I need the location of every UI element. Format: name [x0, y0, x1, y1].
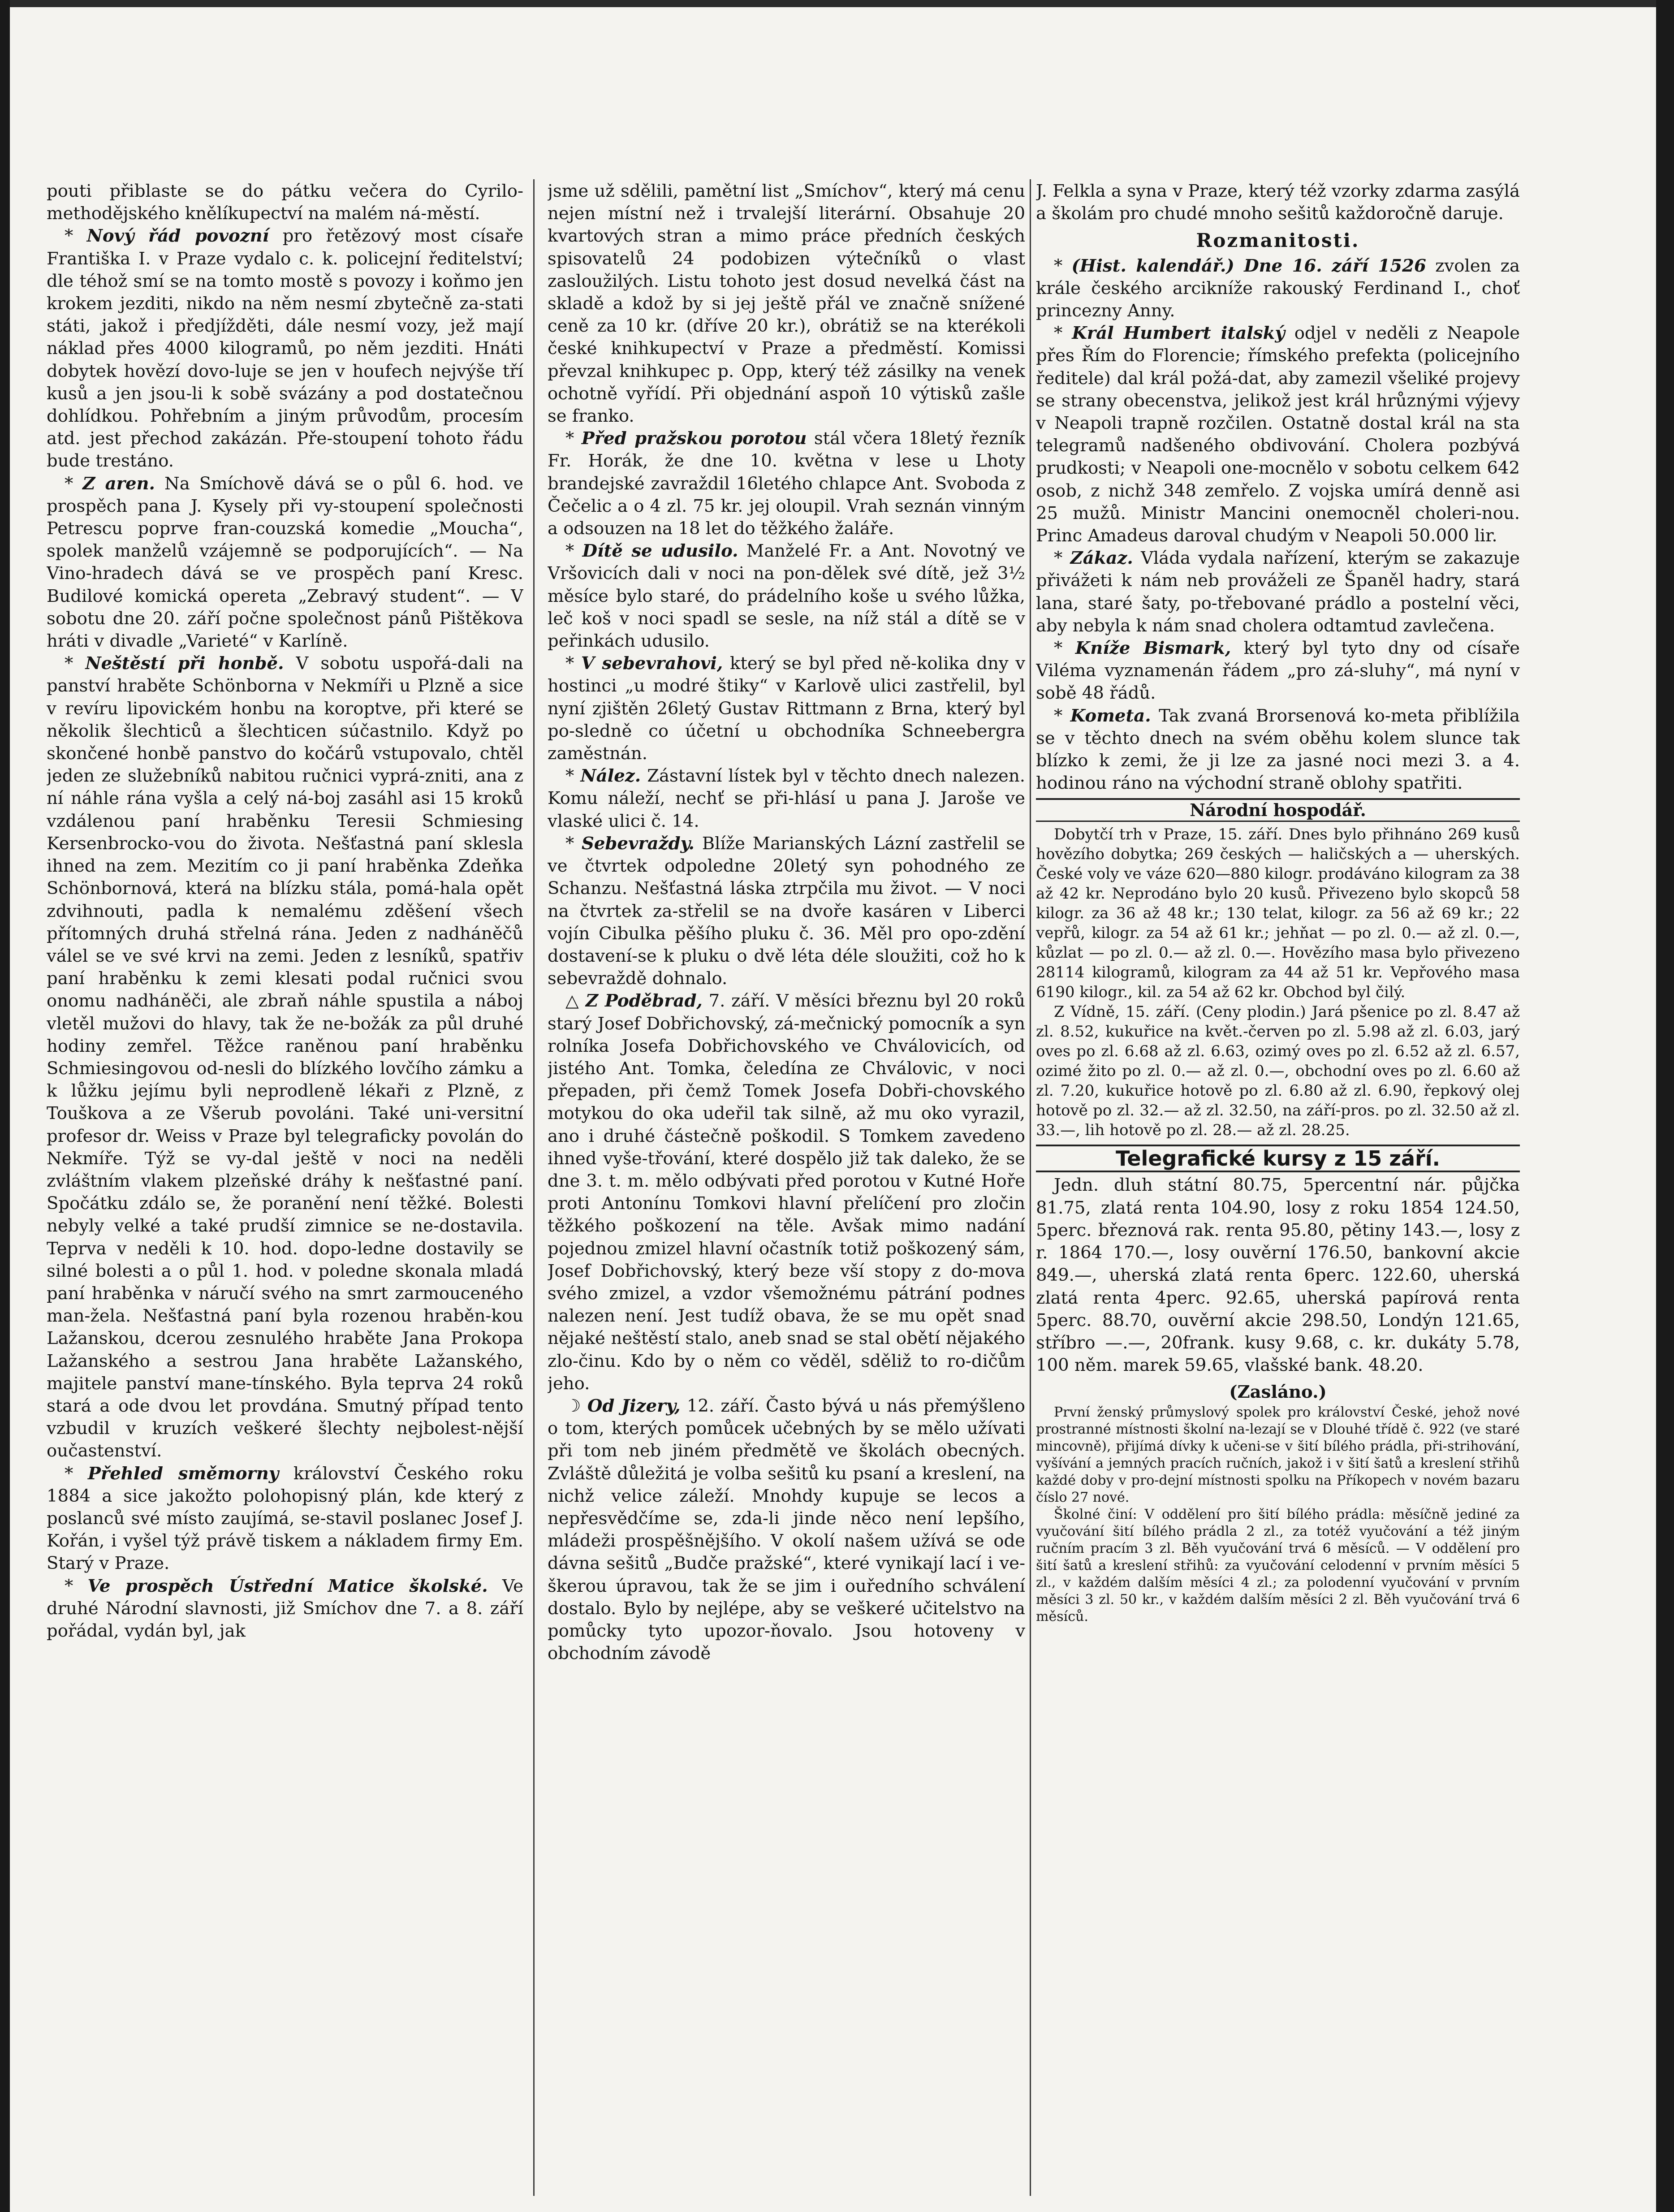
article-heading: Před pražskou porotou: [581, 428, 807, 449]
article-bismark: * Kníže Bismark, který byl tyto dny od císaře Viléma vyznamenán řádem „pro zá-sluhy“, má nyní v sobě 48 řádů.: [1036, 638, 1520, 704]
article-od-jizery: [548, 1395, 1025, 1665]
article-heading: Král Humbert italský: [1072, 323, 1285, 344]
market-report-praha: Dobytčí trh v Praze, 15. září. Dnes bylo přihnáno 269 kusů hovězího dobytka; 269 českých — haličských a — uherských. České voly ve váze 620—880 kilogr. prodáváno kilogram za 38 až 42 kr. Neprodáno bylo 20 kusů. Přivezeno bylo skopců 58 kilogr. za 36 až 48 kr.; 130 telat, kilogr. za 56 až 69 kr.; 22 vepřů, kilogr. za 54 až 61 kr.; jehňat — po zl. 0.— až zl. 0.—, kůzlat — po zl. 0.— až zl. 0.—. Hovězího masa bylo přivezeno 28114 kilogramů, kilogram za 44 až 51 kr. Vepřového masa 6190 kilogr., kil. za 54 až 62 kr. Obchod byl čilý.: [1036, 825, 1520, 1002]
article-continuation: pouti přiblaste se do pátku večera do Cyrilo-methodějského knělíkupectví na malém ná-městí.: [47, 181, 523, 224]
article-body: stál včera 18letý řezník Fr. Horák, že dne 10. května v lese u Lhoty brandejské zavraždil 16letého chlapce Ant. Svoboda z Čečelic a o 4 zl. 75 kr. jej oloupil. Vrah seznán vinným a odsouzen na 18 let do těžkého žaláře.: [548, 428, 1025, 539]
column-1: [47, 180, 523, 2197]
article-nestesti-pri-honbe: * Neštěstí při honbě. V sobotu uspořá-dali na panství hraběte Schönborna v Nekmíři u Plzně a sice v revíru lipovickém honbu na koroptve, při které se několik šlechticů a šlechticen súčastnilo. Když po skončené honbě panstvo do kočárů vstupovalo, chtěl jeden ze služebníků nabitou ručnici vyprá-zniti, ana z ní náhle rána vyšla a celý ná-boj zasáhl asi 15 kroků vzdálenou paní hraběnku Teresii Schmiesing Kersenbrocko-vou do života. Nešťastná paní sklesla ihned na zem. Mezitím co ji paní hraběnka Zdeňka Schönbornová, která na blízku stála, pomá-hala opět zdvihnouti, padla k nemalému zděšení všech přítomných druhá střelná rána. Jeden z nadháněčů válel se ve své krvi na zemi. Jeden z lesníků, spatřiv paní hraběnku k zemi klesati podal ručnici svou onomu nadháněči, ale zbraň náhle spustila a náboj vletěl mužovi do hlavy, tak že ne-božák za půl druhé hodiny zemřel. Těžce raněnou paní hraběnku Schmiesingovou od-nesli do blízkého lovčího zámku a k lůžku jejímu byli neprodleně lékaři z Plzně, z Touškova a ze Všerub povoláni. Také uni-versitní profesor dr. Weiss v Praze byl telegraficky povolán do Nekmíře. Týž se vy-dal ještě v noci na neděli zvláštním vlakem plzeňské dráhy k nešťastné paní. Spočátku zdálo se, že poranění není těžké. Bolesti nebyly velké a také prudší zimnice se ne-dostavila. Teprva v neděli k 10. hod. dopo-ledne dostavily se silné bolesti a o půl 1. hod. v poledne skonala mladá paní hraběnka v náručí svého na smrt zarmouceného man-žela. Nešťastná paní byla rozenou hraběn-kou Lažanskou, dcerou zesnulého hraběte Jana Prokopa Lažanského a sestrou Jana hraběte Lažanského, majitele panství mane-tínského. Byla teprva 24 roků stará a ode dvou let provdána. Smutný případ tento vzbudil v kruzích veškeré šlechty nejbolest-nější oučastenství.: [47, 653, 523, 1461]
article-kral-humbert: * Král Humbert italský odjel v neděli z Neapole přes Řím do Florencie; římského prefekta (policejního ředitele) dal král požá-dat, aby zamezil všeliké projevy se strany obecenstva, jelikož jest král hrůznými výjevy v Neapoli trapně rozčilen. Ostatně dostal král na sta telegramů nadšeného obdivování. Cholera pozbývá prudkosti; v Neapoli one-mocnělo v sobotu celkem 642 osob, z nichž 348 zemřelo. Z vojska umírá denně asi 25 mužů. Ministr Mancini onemocněl choleri-nou. Princ Amadeus daroval chudým v Neapoli 50.000 lir.: [1036, 323, 1520, 546]
article-body: Blíže Marianských Lázní zastřelil se ve čtvrtek odpoledne 20letý syn pohodného ze Schanzu. Nešťastná láska ztrpčila mu život. — V noci na čtvrtek za-střelil se na dvoře kasáren v Liberci vojín Cibulka pěšího pluku č. 36. Měl pro opo-zdění dostavení-se k pluku o dvě léta déle sloužiti, což ho k sebevraždě dohnalo.: [548, 833, 1025, 989]
article-z-aren: * Z aren. Na Smíchově dává se o půl 6. hod. ve prospěch pana J. Kysely při vy-stoupení společnosti Petrescu poprve fran-couzská komedie „Moucha“, spolek manželů vzájemně se podporujících“. — Na Vino-hradech dává se ve prospěch paní Kresc. Budilové komická opereta „Zebravý student“. — V sobotu dne 20. září počne společnost pánů Pištěkova hráti v divadle „Varieté“ v Karlíně.: [47, 473, 523, 652]
article-body: království Českého roku 1884 a sice jakožto polohopisný plán, kde který z poslanců své místo zaujímá, se-stavil poslanec Josef J. Kořán, i vyšel týž právě tiskem a nákladem firmy Em. Starý v Praze.: [47, 1463, 523, 1574]
market-report-viden: Z Vídně, 15. září. (Ceny plodin.) Jará pšenice po zl. 8.47 až zl. 8.52, kukuřice na květ.-červen po zl. 5.98 až zl. 6.03, jarý oves po zl. 6.68 až zl. 6.63, ozimý oves po zl. 6.52 až zl. 6.57, ozimé žito po zl. 0.— až zl. 0.—, obchodní oves po zl. 6.60 až zl. 7.20, kukuřice hotově po zl. 6.80 až zl. 6.90, řepkový olej hotově po zl. 32.— až zl. 32.50, na září-pros. po zl. 32.50 až zl. 33.—, lih hotově po zl. 28.— až zl. 28.25.: [1036, 1003, 1520, 1140]
column-rule-2: [1030, 179, 1031, 2196]
exchange-rates: Jedn. dluh státní 80.75, 5percentní nár. půjčka 81.75, zlatá renta 104.90, losy z roku 1854 124.50, 5perc. březnová rak. renta 95.80, pětiny 143.—, losy z r. 1864 170.—, losy ouvěrní 176.50, bankovní akcie 849.—, uherská zlatá renta 6perc. 122.60, uherská zlatá renta 4perc. 92.65, uherská papírová renta 5perc. 88.70, ouvěrní akcie 298.50, Londýn 121.65, stříbro —.—, 20frank. kusy 9.68, c. kr. dukáty 5.78, 100 něm. marek 59.65, vlašské bank. 48.20.: [1036, 1175, 1520, 1376]
article-continuation: J. Felkla a syna v Praze, který též vzorky zdarma zasýlá a školám pro chudé mnoho sešitů každoročně daruje.: [1036, 181, 1520, 224]
article-body: pro řetězový most císaře Františka I. v Praze vydalo c. k. policejní ředitelství; dle téhož smí se na tomto mostě s povozy i koňmo jen krokem jezditi, nikdo na něm nesmí zbytečně za-stati státi, jakož i předjížděti, dále nesmí vozy, jež mají náklad přes 4000 kilogramů, po něm jezditi. Hnáti dobytek hovězí dovo-luje se jen v houfech nejvýše tří kusů a jen jsou-li k sobě svázány a pod dostatečnou dohlídkou. Pohřebním a jiným průvodům, procesím atd. jest přechod zakázán. Pře-stoupení tohoto řádu bude trestáno.: [47, 226, 523, 471]
article-body: zvolen za krále českého arcikníže rakouský Ferdinand I., choť princezny Anny.: [1036, 255, 1520, 321]
article-body: V sobotu uspořá-dali na panství hraběte Schönborna v Nekmíři u Plzně a sice v revíru lipovickém honbu na koroptve, při které se několik šlechticů a šlechticen súčastnilo. Když po skončené honbě panstvo do kočárů vstupovalo, chtěl jeden ze služebníků nabitou ručnici vyprá-zniti, ana z ní náhle rána vyšla a celý ná-boj zasáhl asi 15 kroků vzdálenou paní hraběnku Teresii Schmiesing Kersenbrocko-vou do života. Nešťastná paní sklesla ihned na zem. Mezitím co ji paní hraběnka Zdeňka Schönbornová, která na blízku stála, pomá-hala opět zdvihnouti, padla k nemalému zděšení všech přítomných druhá střelná rána. Jeden z nadháněčů válel se ve své krvi na zemi. Jeden z lesníků, spatřiv paní hraběnku k zemi klesati podal ručnici svou onomu nadháněči, ale zbraň náhle spustila a náboj vletěl mužovi do hlavy, tak že ne-božák za půl druhé hodiny zemřel. Těžce raněnou paní hraběnku Schmiesingovou od-nesli do blízkého lovčího zámku a k lůžku jejímu byli neprodleně lékaři z Plzně, z Touškova a ze Všerub povoláni. Také uni-versitní profesor dr. Weiss v Praze byl telegraficky povolán do Nekmíře. Týž se vy-dal ještě v noci na neděli zvláštním vlakem plzeňské dráhy k nešťastné paní. Spočátku zdálo se, že poranění není těžké. Bolesti nebyly velké a také prudší zimnice se ne-dostavila. Teprva v neděli k 10. hod. dopo-ledne dostavily se silné bolesti a o půl 1. hod. v poledne skonala mladá paní hraběnka v náručí svého na smrt zarmouceného man-žela. Nešťastná paní byla rozenou hraběn-kou Lažanskou, dcerou zesnulého hraběte Jana Prokopa Lažanského a sestrou Jana hraběte Lažanského, majitele panství mane-tínského. Byla teprva 24 roků stará a ode dvou let provdána. Smutný případ tento vzbudil v kruzích veškeré šlechty nejbolest-nější oučastenství.: [47, 653, 523, 1461]
article-body: Tak zvaná Brorsenová ko-meta přiblížila se v těchto dnech na svém oběhu kolem slunce tak blízko k zemi, že ji lze za jasné noci mezi 3. a 4. hodinou ráno na východní straně oblohy spatřiti.: [1036, 705, 1520, 794]
article-z-podebrad: [548, 990, 1025, 1395]
column-rule-1: [533, 179, 535, 2196]
notice-skolne: Školné činí: V oddělení pro šití bílého prádla: měsíčně jediné za vyučování šití bílého prádla 2 zl., za totéž vyučování a též jiným ručním pracím 3 zl. Běh vyučování trvá 6 měsíců. — V oddělení pro šití šatů a kreslení střihů: za vyučování celodenní v prvním měsíci 5 zl., v každém dalším měsíci 4 zl.; za polodenní vyučování v prvním měsíci 3 zl. 50 kr., v každém dalším měsíci 2 zl. Běh vyučování trvá 6 měsíců.: [1036, 1506, 1520, 1624]
article-zakaz: * Zákaz. Vláda vydala nařízení, kterým se zakazuje přivážeti k nám neb prováželi ze Španěl hadry, stará lana, staré šaty, po-třebované prádlo a postelní věci, aby nebyla k nám snad cholera odtamtud zavlečena.: [1036, 548, 1520, 636]
article-porota: * Před pražskou porotou stál včera 18letý řezník Fr. Horák, že dne 10. května v lese u Lhoty brandejské zavraždil 16letého chlapce Ant. Svoboda z Čečelic a o 4 zl. 75 kr. jej oloupil. Vrah seznán vinným a odsouzen na 18 let do těžkého žaláře.: [548, 428, 1025, 539]
article-heading: Přehled směmorny: [87, 1463, 279, 1484]
article-heading: Sebevraždy.: [582, 833, 695, 854]
column-2: [548, 180, 1025, 2197]
article-heading: Dítě se udusilo.: [582, 541, 738, 562]
triangle-icon: △: [565, 991, 580, 1011]
article-heading: Od Jizery,: [587, 1395, 681, 1416]
article-heading: Nový řád povozní: [86, 226, 269, 246]
article-body: Ve druhé Národní slavnosti, již Smíchov dne 7. a 8. září pořádal, vydán byl, jak: [47, 1576, 523, 1641]
article-heading: Ve prospěch Ústřední Matice školské.: [87, 1576, 488, 1596]
article-kometa: * Kometa. Tak zvaná Brorsenová ko-meta přiblížila se v těchto dnech na svém oběhu kolem slunce tak blízko k zemi, že ji lze za jasné noci mezi 3. a 4. hodinou ráno na východní straně oblohy spatřiti.: [1036, 705, 1520, 794]
article-heading: Zákaz.: [1070, 548, 1133, 569]
article-heading: Z aren.: [82, 473, 155, 494]
section-heading-rozmanitosti: Rozmanitosti.: [1196, 229, 1360, 252]
article-nalez: * Nález. Zástavní lístek byl v těchto dnech nalezen. Komu náleží, nechť se při-hlásí u pana J. Jaroše ve vlaské ulici č. 14.: [548, 766, 1025, 831]
article-body: odjel v neděli z Neapole přes Řím do Florencie; římského prefekta (policejního ředitele) dal král požá-dat, aby zamezil všeliké projevy se strany obecenstva, jelikož jest král hrůznými výjevy v Neapoli trapně rozčilen. Ostatně dostal král na sta telegramů nadšeného obdivování. Cholera pozbývá prudkosti; v Neapoli one-mocnělo v sobotu celkem 642 osob, z nichž 348 zemřelo. Z vojska umírá denně asi 25 mužů. Ministr Mancini onemocněl choleri-nou. Princ Amadeus daroval chudým v Neapoli 50.000 lir.: [1036, 323, 1520, 546]
article-body: Na Smíchově dává se o půl 6. hod. ve prospěch pana J. Kysely při vy-stoupení společnosti Petrescu poprve fran-couzská komedie „Moucha“, spolek manželů vzájemně se podporujících“. — Na Vino-hradech dává se ve prospěch paní Kresc. Budilové komická opereta „Zebravý student“. — V sobotu dne 20. září počne společnost pánů Pištěkova hráti v divadle „Varieté“ v Karlíně.: [47, 473, 523, 652]
section-heading-narodni-hospodar: Národní hospodář.: [1036, 798, 1520, 822]
article-body: Zástavní lístek byl v těchto dnech nalezen. Komu náleží, nechť se při-hlásí u pana J. Jaroše ve vlaské ulici č. 14.: [548, 766, 1025, 831]
article-dite-se-udusilo: * Dítě se udusilo. Manželé Fr. a Ant. Novotný ve Vršovicích dali v noci na pon-dělek své dítě, jež 3½ měsíce bylo staré, do prádelního koše u svého lůžka, leč koš v noci spadl se sesle, na níž stál a dítě se v peřinkách udusilo.: [548, 541, 1025, 652]
article-heading: Z Poděbrad,: [585, 991, 703, 1011]
scan-edge-right: [1656, 0, 1674, 2212]
article-body: který byl tyto dny od císaře Viléma vyznamenán řádem „pro zá-sluhy“, má nyní v sobě 48 řádů.: [1036, 638, 1520, 704]
article-hist-kalendar: * (Hist. kalendář.) Dne 16. září 1526 zvolen za krále českého arcikníže rakouský Ferdinand I., choť princezny Anny.: [1036, 255, 1520, 321]
article-matice-skolska: * Ve prospěch Ústřední Matice školské. Ve druhé Národní slavnosti, již Smíchov dne 7. a 8. září pořádal, vydán byl, jak: [47, 1576, 523, 1641]
article-continuation: jsme už sdělili, pamětní list „Smíchov“, který má cenu nejen místní než i trvalejší literární. Obsahuje 20 kvartových stran a mimo práce předních českých spisovatelů 24 podobizen výtečníků o vlast zasloužilých. Listu tohoto jest dosud nevelká část na skladě a kdož by si jej ještě přál ve značně snížené ceně za 10 kr. (dříve 20 kr.), obrátiž se na kterékoli české knihkupectví v Praze a předměstí. Komissi převzal knihkupec p. Opp, který též zásilky na venek ochotně vyřídí. Při objednání aspoň 10 výtisků zašle se franko.: [548, 181, 1025, 427]
article-body: 12. září. Často bývá u nás přemýšleno o tom, kterých pomůcek učebných by se mělo užívati při tom neb jiném předmětě ve školách obecných. Zvláště důležitá je volba sešitů ku psaní a kreslení, na nichž velice záleží. Mnohdy kupuje se lecos a nepřesvědčíme se, zda-li jinde něco není lepšího, mládeži prospěšnějšího. V okolí našem užívá se ode dávna sešitů „Budče pražské“, které vynikají lací i ve-škerou úpravou, tak že se jim i ouředního schválení dostalo. Bylo by nejlépe, aby se veškeré učitelstvo na pomůcky tyto upozor-ňovalo. Jsou hotoveny v obchodním závodě: [548, 1395, 1025, 1664]
article-body: 7. září. V měsíci březnu byl 20 roků starý Josef Dobřichovský, zá-mečnický pomocník a syn rolníka Josefa Dobřichovského ve Chválovicích, od jistého Ant. Tomka, čeledína ze Chválovic, v noci přepaden, při čemž Tomek Josefa Dobři-chovského motykou do oka udeřil tak silně, až mu oko vyrazil, ano i druhé částečně poškodil. S Tomkem zavedeno ihned vyše-třování, které dospělo již tak daleko, že se dne 3. t. m. mělo odbývati před porotou v Kutné Hoře proti Antonínu Tomkovi hlavní přelíčení pro zločin těžkého poškození na těle. Avšak mimo nadání pojednou zmizel hlavní očastník totiž poškozený sám, Josef Dobřichovský, který beze vší stopy z do-mova svého zmizel, a vzdor všemožnému pátrání podnes nalezen není. Jest tudíž obava, že se mu opět snad nějaké neštěstí stalo, aneb snad se stal obětí nějakého zlo-činu. Kdo by o něm co věděl, sděliž to ro-dičům jeho.: [548, 991, 1025, 1394]
article-sebevrazdy: * Sebevraždy. Blíže Marianských Lázní zastřelil se ve čtvrtek odpoledne 20letý syn pohodného ze Schanzu. Nešťastná láska ztrpčila mu život. — V noci na čtvrtek za-střelil se na dvoře kasáren v Liberci vojín Cibulka pěšího pluku č. 36. Měl pro opo-zdění dostavení-se k pluku o dvě léta déle sloužiti, což ho k sebevraždě dohnalo.: [548, 833, 1025, 989]
notice-zensky-spolek: První ženský průmyslový spolek pro království České, jehož nové prostranné místnosti školní na-lezají se v Dlouhé třídě č. 922 (ve staré mincovně), přijímá dívky k učeni-se v šití bílého prádla, při-strihování, vyšívání a jemných pracích ručních, jakož i v šití šatů a kreslení střihů každé doby v pro-dejní místnosti spolku na Příkopech v novém bazaru číslo 27 nové.: [1036, 1404, 1520, 1505]
article-heading: (Hist. kalendář.) Dne 16. září 1526: [1071, 255, 1426, 276]
article-povozni-rad: * Nový řád povozní pro řetězový most císaře Františka I. v Praze vydalo c. k. policejní ředitelství; dle téhož smí se na tomto mostě s povozy i koňmo jen krokem jezditi, nikdo na něm nesmí zbytečně za-stati státi, jakož i předjížděti, dále nesmí vozy, jež mají náklad přes 4000 kilogramů, po něm jezditi. Hnáti dobytek hovězí dovo-luje se jen v houfech nejvýše tří kusů a jen jsou-li k sobě svázány a pod dostatečnou dohlídkou. Pohřebním a jiným průvodům, procesím atd. jest přechod zakázán. Pře-stoupení tohoto řádu bude trestáno.: [47, 226, 523, 471]
section-heading-telegraficke-kursy: Telegrafické kursy z 15 září.: [1036, 1145, 1520, 1172]
article-body: Vláda vydala nařízení, kterým se zakazuje přivážeti k nám neb prováželi ze Španěl hadry, stará lana, staré šaty, po-třebované prádlo a postelní věci, aby nebyla k nám snad cholera odtamtud zavlečena.: [1036, 548, 1520, 636]
article-heading: Nález.: [580, 766, 641, 786]
article-body: který se byl před ně-kolika dny v hostinci „u modré štiky“ v Karlově ulici zastřelil, byl nyní zjištěn 26letý Gustav Rittmann z Brna, který byl po-sledně co účetní u obchodníka Schneebergra zaměstnán.: [548, 653, 1025, 764]
column-3: [1036, 180, 1520, 2197]
article-heading: Kníže Bismark,: [1075, 638, 1231, 659]
article-heading: Neštěstí při honbě.: [85, 653, 284, 674]
article-body: Manželé Fr. a Ant. Novotný ve Vršovicích dali v noci na pon-dělek své dítě, jež 3½ měsíce bylo staré, do prádelního koše u svého lůžka, leč koš v noci spadl se sesle, na níž stál a dítě se v peřinkách udusilo.: [548, 541, 1025, 652]
article-heading: V sebevrahovi,: [581, 653, 723, 674]
scan-edge-top: [0, 0, 1674, 7]
article-heading: Kometa.: [1070, 705, 1151, 726]
article-prehled-snemovny: * Přehled směmorny království Českého roku 1884 a sice jakožto polohopisný plán, kde který z poslanců své místo zaujímá, se-stavil poslanec Josef J. Kořán, i vyšel týž právě tiskem a nákladem firmy Em. Starý v Praze.: [47, 1463, 523, 1574]
moon-icon: ☽: [565, 1395, 581, 1416]
article-sebevrah: * V sebevrahovi, který se byl před ně-kolika dny v hostinci „u modré štiky“ v Karlově ulici zastřelil, byl nyní zjištěn 26letý Gustav Rittmann z Brna, který byl po-sledně co účetní u obchodníka Schneebergra zaměstnán.: [548, 653, 1025, 764]
section-heading-zaslano: (Zasláno.): [1229, 1382, 1327, 1403]
scan-edge-left: [0, 0, 10, 2212]
